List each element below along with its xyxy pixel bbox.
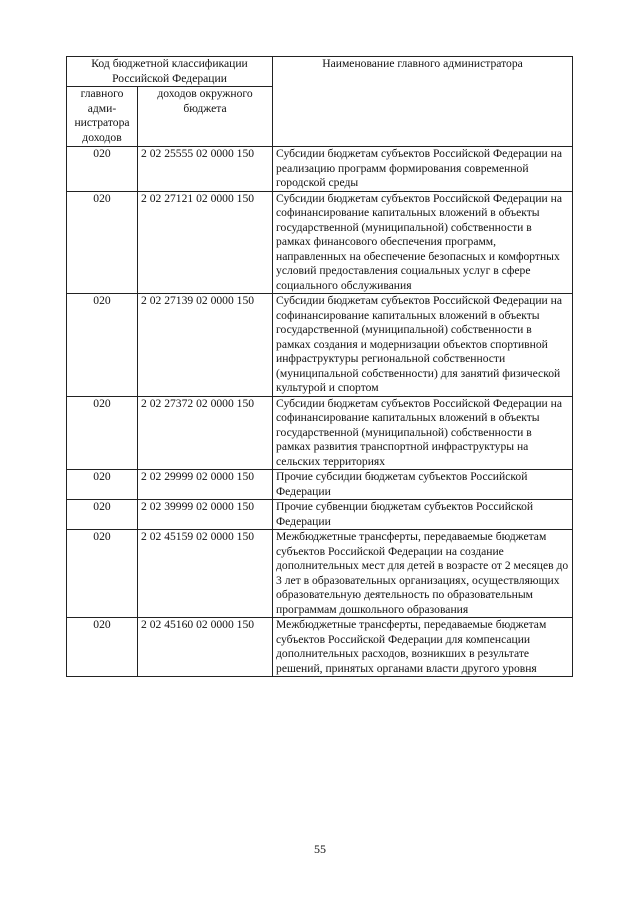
header-admin-name: Наименование главного администратора: [273, 57, 573, 147]
admin-code-cell: 020: [67, 500, 138, 530]
admin-code-cell: 020: [67, 470, 138, 500]
table-row: [67, 500, 573, 530]
header-admin-code: главного адми-нистратора доходов: [67, 87, 138, 147]
income-code-cell: 2 02 27372 02 0000 150: [138, 396, 273, 470]
header-classification-code: Код бюджетной классификации Российской Федерации: [67, 57, 273, 87]
table-row: [67, 396, 573, 470]
income-code-cell: 2 02 25555 02 0000 150: [138, 147, 273, 192]
income-code-cell: 2 02 45159 02 0000 150: [138, 530, 273, 618]
admin-name-cell: Субсидии бюджетам субъектов Российской Федерации на софинансирование капитальных вложений в объекты государственной (муниципальной) собственности в рамках финансового обеспечения программ, направленных на обеспечение безопасных и комфортных условий предоставления социальных услуг в сфере социального обслуживания: [273, 191, 573, 294]
income-code-cell: 2 02 39999 02 0000 150: [138, 500, 273, 530]
admin-name-cell: Прочие субсидии бюджетам субъектов Российской Федерации: [273, 470, 573, 500]
budget-classification-table: [66, 56, 573, 677]
admin-code-cell: 020: [67, 147, 138, 192]
header-income-code: доходов окружного бюджета: [138, 87, 273, 147]
income-code-cell: 2 02 29999 02 0000 150: [138, 470, 273, 500]
admin-code-cell: 020: [67, 618, 138, 677]
table-row: [67, 470, 573, 500]
admin-name-cell: Субсидии бюджетам субъектов Российской Федерации на реализацию программ формирования современной городской среды: [273, 147, 573, 192]
table-row: [67, 191, 573, 294]
admin-name-cell: Межбюджетные трансферты, передаваемые бюджетам субъектов Российской Федерации на создание дополнительных мест для детей в возрасте от 2 месяцев до 3 лет в образовательных организациях, осуществляющих образовательную деятельность по образовательным программам дошкольного образования: [273, 530, 573, 618]
table-row: [67, 294, 573, 397]
admin-name-cell: Субсидии бюджетам субъектов Российской Федерации на софинансирование капитальных вложений в объекты государственной (муниципальной) собственности в рамках развития транспортной инфраструктуры на сельских территориях: [273, 396, 573, 470]
admin-code-cell: 020: [67, 191, 138, 294]
admin-code-cell: 020: [67, 396, 138, 470]
table-row: [67, 147, 573, 192]
admin-name-cell: Субсидии бюджетам субъектов Российской Федерации на софинансирование капитальных вложений в объекты государственной (муниципальной) собственности в рамках создания и модернизации объектов спортивной инфраструктуры региональной собственности (муниципальной собственности) для занятий физической культурой и спортом: [273, 294, 573, 397]
income-code-cell: 2 02 27139 02 0000 150: [138, 294, 273, 397]
admin-name-cell: Прочие субвенции бюджетам субъектов Российской Федерации: [273, 500, 573, 530]
table-row: [67, 618, 573, 677]
page-number: 55: [314, 842, 326, 856]
admin-code-cell: 020: [67, 530, 138, 618]
admin-name-cell: Межбюджетные трансферты, передаваемые бюджетам субъектов Российской Федерации для компенсации дополнительных расходов, возникших в результате решений, принятых органами власти другого уровня: [273, 618, 573, 677]
income-code-cell: 2 02 45160 02 0000 150: [138, 618, 273, 677]
admin-code-cell: 020: [67, 294, 138, 397]
table-row: [67, 530, 573, 618]
income-code-cell: 2 02 27121 02 0000 150: [138, 191, 273, 294]
